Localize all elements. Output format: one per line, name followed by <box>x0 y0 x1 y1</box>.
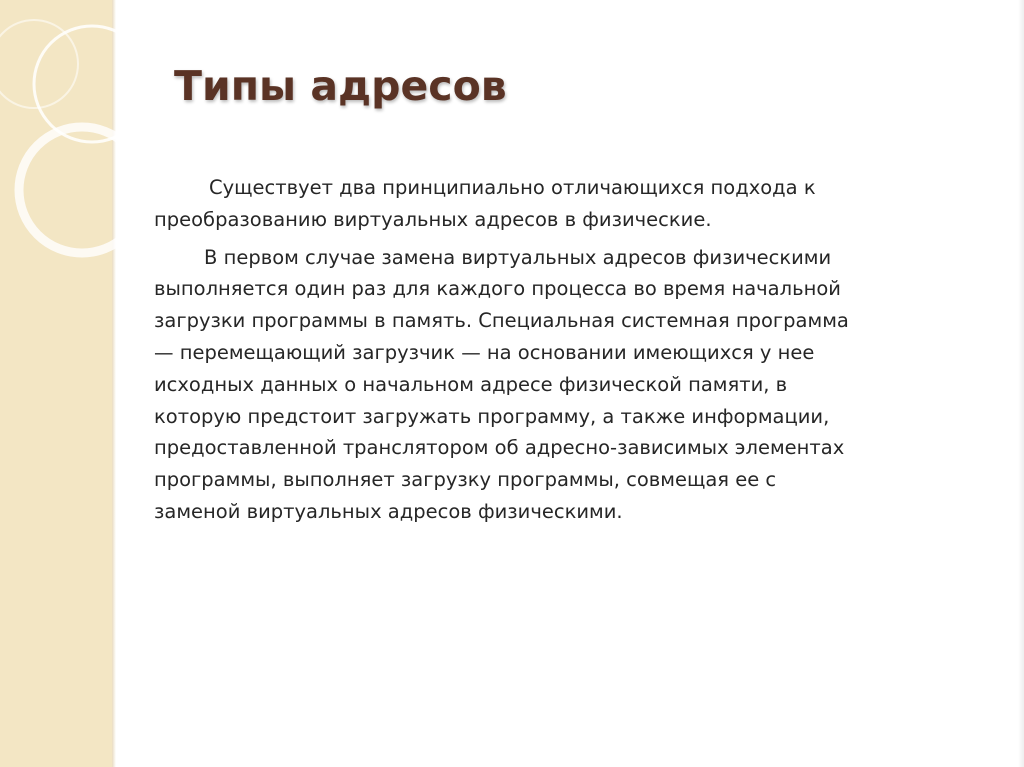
paragraph-2-line-2: выполняется один раз для каждого процесса во время начальной <box>154 277 841 301</box>
slide-body <box>154 172 954 528</box>
paragraph-1-line-2: преобразованию виртуальных адресов в физические. <box>154 207 712 231</box>
paragraph-2-line-6: которую предстоит загружать программу, а также информации, <box>154 404 830 428</box>
paragraph-2-line-7: предоставленной транслятором об адресно-зависимых элементах <box>154 436 845 460</box>
slide-right-edge <box>1018 0 1024 767</box>
paragraph-2-line-1: В первом случае замена виртуальных адресов физическими <box>204 245 832 269</box>
paragraph-2-line-8: программы, выполняет загрузку программы, совмещая ее с <box>154 468 777 492</box>
decorative-rings <box>0 0 160 320</box>
paragraph-2-line-5: исходных данных о начальном адресе физической памяти, в <box>154 372 788 396</box>
paragraph-2-line-3: загрузки программы в память. Специальная системная программа <box>154 309 849 333</box>
paragraph-2-line-4: — перемещающий загрузчик — на основании имеющихся у нее <box>154 340 815 364</box>
paragraph-1-line-1: Существует два принципиально отличающихся подхода к <box>209 176 816 199</box>
paragraph-2 <box>154 242 954 528</box>
medium-ring <box>19 127 145 253</box>
slide-title: Типы адресов <box>174 62 507 110</box>
paragraph-2-line-9: заменой виртуальных адресов физическими. <box>154 499 623 523</box>
paragraph-1 <box>154 172 954 236</box>
